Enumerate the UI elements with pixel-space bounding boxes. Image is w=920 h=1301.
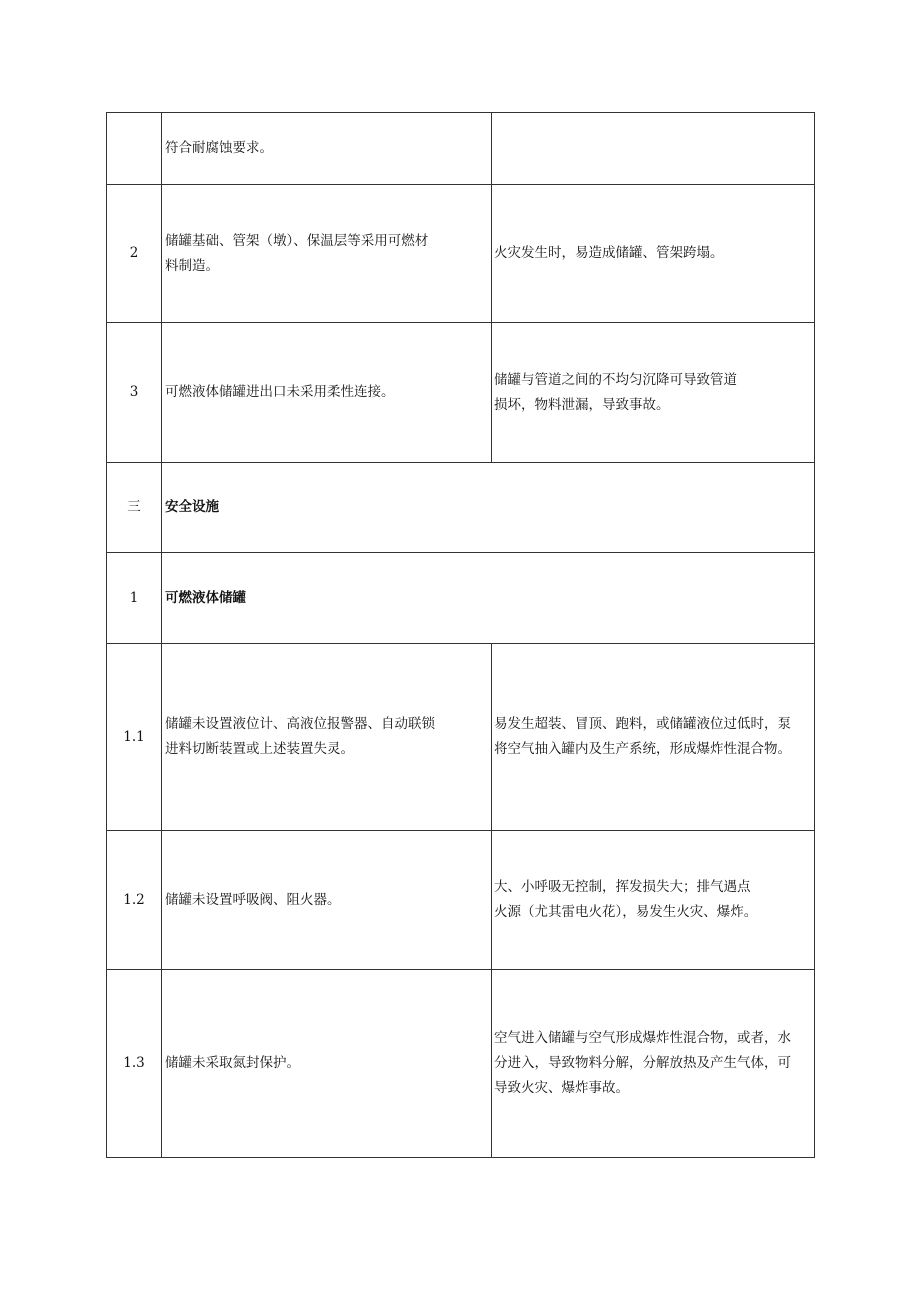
row-number: 1.3 [107,970,162,1158]
consequence-description: 空气进入储罐与空气形成爆炸性混合物，或者，水 分进入，导致物料分解，分解放热及产生气体，可 导致火灾、爆炸事故。 [492,970,815,1158]
section-number: 1 [107,553,162,644]
row-number: 1.1 [107,644,162,831]
hazard-description: 储罐未设置呼吸阀、阻火器。 [162,831,492,970]
hazard-table [106,112,815,1158]
row-number [107,113,162,185]
consequence-description: 易发生超装、冒顶、跑料，或储罐液位过低时，泵 将空气抽入罐内及生产系统，形成爆炸性混合物。 [492,644,815,831]
table-row [107,185,815,323]
row-number: 1.2 [107,831,162,970]
section-title: 安全设施 [162,463,815,553]
section-number: 三 [107,463,162,553]
section-row [107,463,815,553]
hazard-description: 储罐未设置液位计、高液位报警器、自动联锁 进料切断装置或上述装置失灵。 [162,644,492,831]
row-number: 3 [107,323,162,463]
hazard-description: 符合耐腐蚀要求。 [162,113,492,185]
consequence-description: 储罐与管道之间的不均匀沉降可导致管道 损坏，物料泄漏，导致事故。 [492,323,815,463]
hazard-description: 可燃液体储罐进出口未采用柔性连接。 [162,323,492,463]
consequence-description [492,113,815,185]
table-row [107,113,815,185]
table-row [107,831,815,970]
table-row [107,644,815,831]
table-row [107,323,815,463]
hazard-description: 储罐未采取氮封保护。 [162,970,492,1158]
table-row [107,970,815,1158]
section-title: 可燃液体储罐 [162,553,815,644]
consequence-description: 火灾发生时，易造成储罐、管架跨塌。 [492,185,815,323]
hazard-description: 储罐基础、管架（墩）、保温层等采用可燃材 料制造。 [162,185,492,323]
section-row [107,553,815,644]
row-number: 2 [107,185,162,323]
consequence-description: 大、小呼吸无控制，挥发损失大；排气遇点 火源（尤其雷电火花），易发生火灾、爆炸。 [492,831,815,970]
